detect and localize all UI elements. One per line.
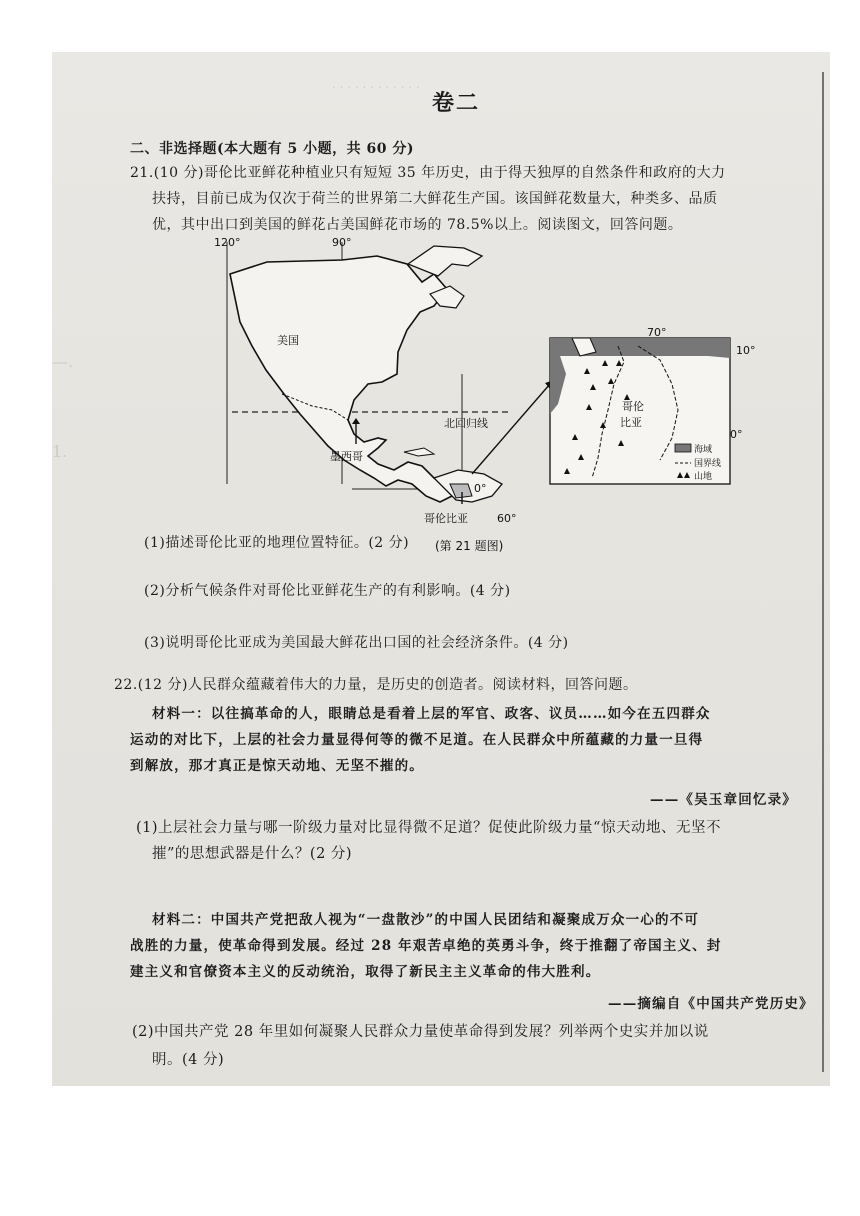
map-caption: (第 21 题图) [435, 539, 504, 553]
q21-subquestion-3: (3)说明哥伦比亚成为美国最大鲜花出口国的社会经济条件。(4 分) [144, 635, 569, 651]
lon-70-label: 70° [647, 326, 667, 339]
q22-material1-line: 材料一：以往搞革命的人，眼睛总是看着上层的军官、政客、议员……如今在五四群众 [152, 706, 711, 722]
q22-material1-line: 运动的对比下，上层的社会力量显得何等的微不足道。在人民群众中所蕴藏的力量一旦得 [130, 732, 704, 748]
legend-border-label: 国界线 [694, 459, 722, 469]
mexico-pointer-head [352, 418, 360, 424]
north-america-outline [230, 256, 452, 502]
bleed-through-text: . . . . . . . . . . . . [332, 77, 420, 91]
q21-stem-line: 扶持，目前已成为仅次于荷兰的世界第二大鲜花生产国。该国鲜花数量大，种类多、品质 [152, 191, 718, 207]
lat-0-inset-label: 0° [730, 428, 743, 441]
colombia-inset-label: 哥伦 [622, 400, 644, 413]
lat-10-label: 10° [736, 344, 756, 357]
page-edge-line [822, 72, 824, 1072]
lon-120-label: 120° [214, 236, 241, 249]
q22-material1-line: 到解放，那才真正是惊天动地、无坚不摧的。 [130, 758, 424, 774]
lon-60-label: 60° [497, 512, 517, 525]
q22-material2-source: ——摘编自《中国共产党历史》 [608, 996, 814, 1012]
colombia-inset-label: 比亚 [620, 416, 642, 429]
q21-stem-line: 优，其中出口到美国的鲜花占美国鲜花市场的 78.5%以上。阅读图文，回答问题。 [152, 217, 683, 233]
q21-map-figure [172, 234, 772, 554]
exam-paper-sheet [52, 52, 830, 1086]
colombia-label: 哥伦比亚 [424, 512, 468, 525]
legend-mountain-label: 山地 [694, 472, 713, 482]
section-title: 卷二 [432, 90, 481, 116]
q22-material2-line: 建主义和官僚资本主义的反动统治，取得了新民主主义革命的伟大胜利。 [130, 964, 601, 980]
q21-stem-line: 21.(10 分)哥伦比亚鲜花种植业只有短短 35 年历史，由于得天独厚的自然条件和政府的大力 [130, 165, 726, 181]
q22-material2-line: 材料二：中国共产党把敌人视为“一盘散沙”的中国人民团结和凝聚成万众一心的不可 [152, 912, 700, 928]
mexico-label: 墨西哥 [330, 450, 363, 463]
q22-subquestion-2-line: 明。(4 分) [152, 1052, 225, 1068]
canada-north-outline [408, 246, 482, 276]
q22-subquestion-1-line: (1)上层社会力量与哪一阶级力量对比显得微不足道？促使此阶级力量“惊天动地、无坚不 [136, 820, 721, 836]
usa-label: 美国 [277, 334, 299, 347]
bleed-through-mark: 1. [52, 442, 68, 461]
q21-subquestion-1: (1)描述哥伦比亚的地理位置特征。(2 分) [144, 535, 410, 551]
lon-90-label: 90° [332, 236, 352, 249]
cuba-shape [404, 448, 434, 456]
q22-material2-line: 战胜的力量，使革命得到发展。经过 28 年艰苦卓绝的英勇斗争，终于推翻了帝国主义、封 [130, 938, 722, 954]
part-heading: 二、非选择题(本大题有 5 小题，共 60 分) [130, 141, 414, 157]
q22-subquestion-1-line: 摧”的思想武器是什么？(2 分) [152, 846, 353, 862]
bleed-through-mark: —. [52, 352, 74, 371]
legend-sea-label: 海域 [694, 445, 713, 455]
legend-sea-swatch [675, 444, 691, 452]
tropic-label: 北回归线 [444, 417, 488, 430]
lat-0-main-label: 0° [474, 482, 487, 495]
q22-subquestion-2-line: (2)中国共产党 28 年里如何凝聚人民群众力量使革命得到发展？列举两个史实并加以说 [132, 1024, 709, 1040]
q22-material1-source: ——《吴玉章回忆录》 [650, 792, 797, 808]
q21-subquestion-2: (2)分析气候条件对哥伦比亚鲜花生产的有利影响。(4 分) [144, 583, 511, 599]
q22-stem: 22.(12 分)人民群众蕴藏着伟大的力量，是历史的创造者。阅读材料，回答问题。 [114, 677, 638, 693]
